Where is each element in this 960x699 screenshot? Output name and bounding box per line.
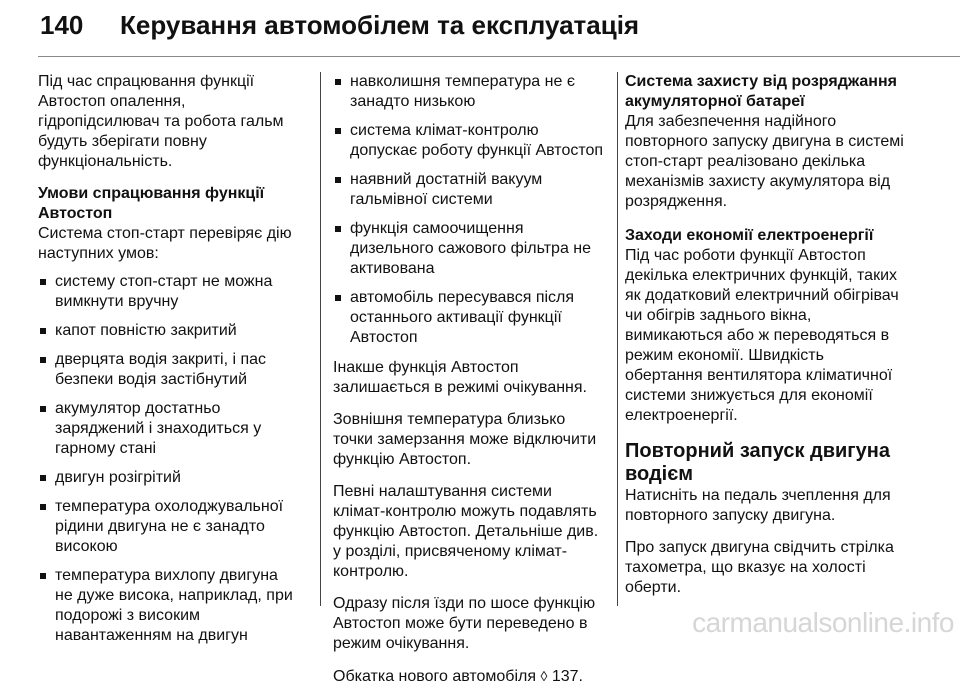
- cross-reference: Обкатка нового автомобіля ◊ 137.: [333, 668, 583, 685]
- column-3: [625, 72, 905, 610]
- bullet-icon: [40, 328, 46, 334]
- list-item: двигун розігрітий: [38, 468, 300, 488]
- paragraph: Одразу після їзди по шосе функцію Автостоп може бути переведено в режим очікування.: [333, 595, 596, 652]
- bullet-icon: [40, 475, 46, 481]
- list-item: дверцята водія закриті, і пас безпеки водія застібнутий: [38, 350, 300, 390]
- list-item: функція самоочищення дизельного сажового фільтра не активована: [333, 219, 605, 279]
- energy-paragraph: Під час роботи функції Автостоп декілька електричних функцій, таких як додатковий електричний обігрівач чи обігрів заднього вікна, вимикаються або ж переводяться в режим економії. Швидкість обертання вентилятора кліматичної системи знижується для економії електроенергії.: [625, 247, 899, 424]
- battery-paragraph: Для забезпечення надійного повторного запуску двигуна в системі стоп-старт реалізовано декілька механізмів захисту акумулятора від розрядження.: [625, 113, 904, 210]
- restart-paragraph: Про запуск двигуна свідчить стрілка тахометра, що вказує на холості оберти.: [625, 539, 894, 596]
- restart-heading: Повторний запуск двигуна водієм: [625, 440, 890, 485]
- conditions-lead: Система стоп-старт перевіряє дію наступних умов:: [38, 225, 292, 262]
- list-item: автомобіль пересувався після останнього активації функції Автостоп: [333, 288, 605, 348]
- energy-heading: Заходи економії електроенергії: [625, 227, 874, 244]
- watermark: carmanualsonline.info: [692, 607, 954, 638]
- restart-paragraph: Натисніть на педаль зчеплення для повторного запуску двигуна.: [625, 487, 891, 524]
- conditions-list: [38, 272, 300, 646]
- list-item: навколишня температура не є занадто низькою: [333, 72, 605, 112]
- list-item: капот повністю закритий: [38, 321, 300, 341]
- bullet-icon: [40, 357, 46, 363]
- column-divider: [617, 72, 618, 606]
- bullet-icon: [335, 226, 341, 232]
- page-header: [0, 0, 960, 52]
- page-title: Керування автомобілем та експлуатація: [120, 10, 640, 40]
- bullet-icon: [335, 79, 341, 85]
- list-item: температура охолоджувальної рідини двигуна не є занадто високою: [38, 497, 300, 557]
- header-divider: [38, 56, 960, 57]
- paragraph: Певні налаштування системи клімат-контролю можуть подавлять функцію Автостоп. Детальніше див. у розділі, присвяченому клімат-контролю.: [333, 483, 599, 580]
- conditions-heading: Умови спрацювання функції Автостоп: [38, 185, 265, 222]
- battery-heading: Система захисту від розряджання акумуляторної батареї: [625, 73, 897, 110]
- list-item: наявний достатній вакуум гальмівної системи: [333, 170, 605, 210]
- column-2: [333, 72, 605, 699]
- paragraph: Зовнішня температура близько точки замерзання може відключити функцію Автостоп.: [333, 411, 597, 468]
- column-divider: [320, 72, 321, 606]
- list-item: акумулятор достатньо заряджений і знаходиться у гарному стані: [38, 399, 300, 459]
- paragraph: Інакше функція Автостоп залишається в режимі очікування.: [333, 359, 587, 396]
- bullet-icon: [40, 279, 46, 285]
- bullet-icon: [335, 295, 341, 301]
- intro-paragraph: Під час спрацювання функції Автостоп опалення, гідропідсилювач та робота гальм будуть зберігати повну функціональність.: [38, 73, 284, 170]
- list-item: система клімат-контролю допускає роботу функції Автостоп: [333, 121, 605, 161]
- page-reference-link[interactable]: 137.: [551, 668, 583, 685]
- bullet-icon: [40, 406, 46, 412]
- conditions-list-continued: [333, 72, 605, 348]
- bullet-icon: [335, 177, 341, 183]
- bullet-icon: [40, 573, 46, 579]
- page-number: 140: [40, 10, 84, 40]
- page-reference-icon: ◊: [540, 668, 548, 684]
- list-item: систему стоп-старт не можна вимкнути вручну: [38, 272, 300, 312]
- bullet-icon: [40, 504, 46, 510]
- list-item: температура вихлопу двигуна не дуже висока, наприклад, при подорожі з високим навантаженням на двигун: [38, 566, 300, 646]
- column-1: [38, 72, 300, 656]
- bullet-icon: [335, 128, 341, 134]
